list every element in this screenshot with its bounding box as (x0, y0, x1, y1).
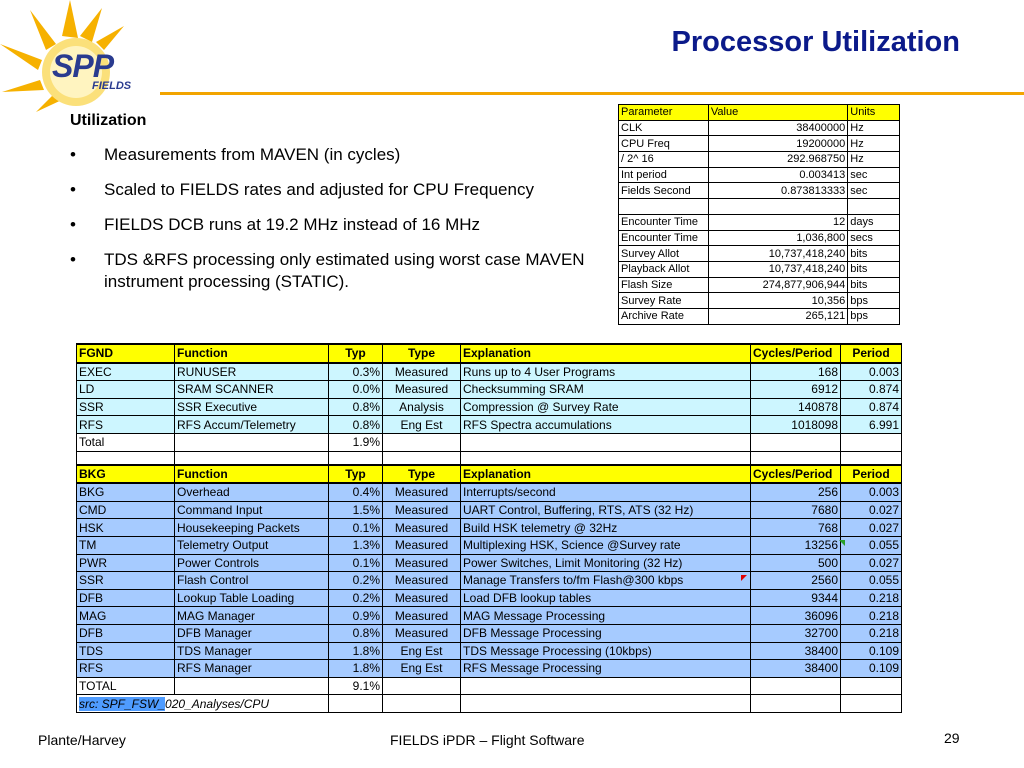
table-row (77, 660, 902, 678)
table-row (619, 308, 900, 324)
table-cell: Measured (383, 483, 461, 501)
table-cell: 256 (751, 483, 841, 501)
table-cell: 0.874 (841, 398, 902, 416)
table-cell: 0.9% (329, 607, 383, 625)
header-cell: FGND (77, 344, 175, 363)
table-cell: sec (848, 183, 900, 199)
table-cell: 1.9% (329, 433, 383, 451)
table-cell: 9.1% (329, 677, 383, 695)
table-row (77, 536, 902, 554)
parameter-table (618, 104, 900, 325)
table-cell: Lookup Table Loading (175, 589, 329, 607)
table-cell: Measured (383, 624, 461, 642)
table-row (77, 483, 902, 501)
table-cell: Survey Rate (619, 293, 709, 309)
table-cell: RFS Message Processing (461, 660, 751, 678)
table-row (77, 572, 902, 590)
table-cell: 1018098 (751, 416, 841, 434)
table-cell: Measured (383, 607, 461, 625)
table-cell: 0.218 (841, 607, 902, 625)
table-row (619, 277, 900, 293)
table-cell: Checksumming SRAM (461, 381, 751, 399)
table-cell: sec (848, 167, 900, 183)
source-note (77, 695, 329, 713)
bullet-icon: • (70, 215, 76, 234)
table-cell: 10,356 (708, 293, 847, 309)
table-cell: Flash Size (619, 277, 709, 293)
table-row (619, 261, 900, 277)
table-cell: 9344 (751, 589, 841, 607)
table-cell: 0.055 (841, 536, 902, 554)
table-row (619, 199, 900, 215)
table-row (77, 554, 902, 572)
table-cell: Power Controls (175, 554, 329, 572)
table-cell: 1.8% (329, 642, 383, 660)
header-cell: Function (175, 344, 329, 363)
table-cell: 0.218 (841, 589, 902, 607)
table-cell: 274,877,906,944 (708, 277, 847, 293)
header-cell: Value (708, 105, 847, 121)
list-item: • Scaled to FIELDS rates and adjusted for CPU Frequency (70, 180, 534, 199)
table-cell (841, 695, 902, 713)
table-cell: 0.3% (329, 363, 383, 381)
table-row (619, 136, 900, 152)
table-cell: DFB (77, 624, 175, 642)
list-item: • FIELDS DCB runs at 19.2 MHz instead of 16 MHz (70, 215, 481, 234)
table-cell: SRAM SCANNER (175, 381, 329, 399)
table-row (77, 398, 902, 416)
table-cell (841, 451, 902, 465)
list-item: • Measurements from MAVEN (in cycles) (70, 145, 401, 164)
table-cell: Survey Allot (619, 246, 709, 262)
table-cell: SSR (77, 398, 175, 416)
table-cell: 0.003 (841, 363, 902, 381)
table-header-row (77, 465, 902, 484)
bullet-icon: • (70, 145, 76, 164)
table-row (77, 519, 902, 537)
table-cell: Eng Est (383, 642, 461, 660)
header-cell: Units (848, 105, 900, 121)
table-cell: 2560 (751, 572, 841, 590)
table-cell: 0.1% (329, 554, 383, 572)
table-cell: 168 (751, 363, 841, 381)
table-cell (751, 677, 841, 695)
table-cell: Measured (383, 381, 461, 399)
table-row (619, 120, 900, 136)
table-cell: CPU Freq (619, 136, 709, 152)
table-cell: RFS Accum/Telemetry (175, 416, 329, 434)
table-row (77, 624, 902, 642)
table-cell: Telemetry Output (175, 536, 329, 554)
page-number: 29 (944, 730, 960, 746)
table-cell: Measured (383, 363, 461, 381)
table-cell: 0.027 (841, 519, 902, 537)
table-cell: TDS (77, 642, 175, 660)
table-cell: 36096 (751, 607, 841, 625)
bullet-icon: • (70, 250, 76, 269)
table-cell (751, 433, 841, 451)
table-cell: Load DFB lookup tables (461, 589, 751, 607)
table-cell (841, 677, 902, 695)
table-row (77, 381, 902, 399)
table-cell: 0.873813333 (708, 183, 847, 199)
table-cell (329, 451, 383, 465)
header-cell: Type (383, 465, 461, 484)
utilization-bullets (70, 112, 610, 306)
table-row (619, 293, 900, 309)
table-cell: PWR (77, 554, 175, 572)
table-cell: 6912 (751, 381, 841, 399)
header-cell: Parameter (619, 105, 709, 121)
table-cell: 0.8% (329, 624, 383, 642)
table-cell (329, 695, 383, 713)
table-cell: Fields Second (619, 183, 709, 199)
table-cell (175, 433, 329, 451)
header-cell: Period (841, 465, 902, 484)
table-row (619, 230, 900, 246)
table-cell: Measured (383, 589, 461, 607)
title-rule (160, 92, 1024, 95)
table-cell: Compression @ Survey Rate (461, 398, 751, 416)
table-cell: Total (77, 433, 175, 451)
function-table (76, 343, 902, 713)
logo-subtext: FIELDS (92, 80, 132, 92)
table-row (619, 246, 900, 262)
total-row (77, 433, 902, 451)
table-cell: SSR Executive (175, 398, 329, 416)
table-cell: DFB Message Processing (461, 624, 751, 642)
table-cell: TDS Manager (175, 642, 329, 660)
header-cell: Type (383, 344, 461, 363)
table-cell: 1,036,800 (708, 230, 847, 246)
table-cell: Flash Control (175, 572, 329, 590)
table-cell: BKG (77, 483, 175, 501)
table-cell (461, 433, 751, 451)
bullets-heading: Utilization (70, 112, 147, 129)
table-cell (383, 695, 461, 713)
header-cell: Cycles/Period (751, 344, 841, 363)
table-cell: RFS Spectra accumulations (461, 416, 751, 434)
bullet-icon: • (70, 180, 76, 199)
table-cell: 292.968750 (708, 152, 847, 168)
table-cell (619, 199, 709, 215)
table-cell (751, 695, 841, 713)
spp-fields-logo (0, 0, 165, 115)
table-cell: 0.003413 (708, 167, 847, 183)
table-cell: Power Switches, Limit Monitoring (32 Hz) (461, 554, 751, 572)
table-cell: / 2^ 16 (619, 152, 709, 168)
table-cell: Manage Transfers to/fm Flash@300 kbps (461, 572, 751, 590)
table-cell: Build HSK telemetry @ 32Hz (461, 519, 751, 537)
table-row (77, 607, 902, 625)
table-cell: 10,737,418,240 (708, 261, 847, 277)
table-cell: SSR (77, 572, 175, 590)
table-row (77, 416, 902, 434)
header-cell: Cycles/Period (751, 465, 841, 484)
table-row (619, 183, 900, 199)
table-row (77, 501, 902, 519)
table-cell: DFB Manager (175, 624, 329, 642)
logo-text: SPP (52, 48, 114, 84)
bullet-list (70, 144, 610, 293)
table-cell: RFS (77, 416, 175, 434)
table-cell: 0.109 (841, 642, 902, 660)
footer-authors: Plante/Harvey (38, 732, 126, 748)
table-cell (461, 695, 751, 713)
source-note-path: 020_Analyses/CPU (165, 696, 270, 711)
table-cell (383, 433, 461, 451)
table-cell: 0.0% (329, 381, 383, 399)
table-cell: UART Control, Buffering, RTS, ATS (32 Hz) (461, 501, 751, 519)
table-cell: RFS Manager (175, 660, 329, 678)
table-cell: bps (848, 308, 900, 324)
table-cell: 0.003 (841, 483, 902, 501)
table-cell: 0.874 (841, 381, 902, 399)
table-cell: 500 (751, 554, 841, 572)
table-cell: DFB (77, 589, 175, 607)
table-cell: 7680 (751, 501, 841, 519)
table-cell: Multiplexing HSK, Science @Survey rate (461, 536, 751, 554)
table-cell: Runs up to 4 User Programs (461, 363, 751, 381)
header-cell: Typ (329, 344, 383, 363)
table-cell (77, 451, 175, 465)
table-cell: Eng Est (383, 416, 461, 434)
table-cell: 10,737,418,240 (708, 246, 847, 262)
table-cell: 13256 (751, 536, 841, 554)
table-row (619, 167, 900, 183)
table-cell: 265,121 (708, 308, 847, 324)
table-cell: Measured (383, 572, 461, 590)
table-cell: 0.027 (841, 554, 902, 572)
table-cell (848, 199, 900, 215)
table-cell: Encounter Time (619, 214, 709, 230)
footer-title: FIELDS iPDR – Flight Software (390, 732, 585, 748)
table-cell: MAG (77, 607, 175, 625)
table-cell: 12 (708, 214, 847, 230)
table-cell: Measured (383, 536, 461, 554)
table-cell: Interrupts/second (461, 483, 751, 501)
table-header-row (77, 344, 902, 363)
table-cell: Hz (848, 152, 900, 168)
table-cell: Housekeeping Packets (175, 519, 329, 537)
table-cell: Analysis (383, 398, 461, 416)
table-cell: 1.3% (329, 536, 383, 554)
table-cell: 140878 (751, 398, 841, 416)
table-cell: MAG Manager (175, 607, 329, 625)
table-cell (461, 451, 751, 465)
table-cell: Playback Allot (619, 261, 709, 277)
table-cell: LD (77, 381, 175, 399)
list-item: • TDS &RFS processing only estimated using worst case MAVEN instrument processing (STATIC). (70, 250, 585, 291)
table-cell (751, 451, 841, 465)
table-cell: Overhead (175, 483, 329, 501)
table-cell: Command Input (175, 501, 329, 519)
table-cell: 1.5% (329, 501, 383, 519)
table-cell: 0.109 (841, 660, 902, 678)
source-row (77, 695, 902, 713)
table-cell: 0.4% (329, 483, 383, 501)
table-cell: secs (848, 230, 900, 246)
header-cell: BKG (77, 465, 175, 484)
table-cell: Measured (383, 501, 461, 519)
table-cell: Measured (383, 519, 461, 537)
table-cell: 768 (751, 519, 841, 537)
table-cell: 38400 (751, 660, 841, 678)
table-cell: 0.2% (329, 572, 383, 590)
table-cell: TOTAL (77, 677, 175, 695)
table-cell: 0.8% (329, 398, 383, 416)
table-cell: CLK (619, 120, 709, 136)
table-row (77, 642, 902, 660)
table-cell: TDS Message Processing (10kbps) (461, 642, 751, 660)
table-cell: days (848, 214, 900, 230)
table-cell: 6.991 (841, 416, 902, 434)
header-cell: Period (841, 344, 902, 363)
header-cell: Function (175, 465, 329, 484)
table-row (619, 152, 900, 168)
table-cell: RFS (77, 660, 175, 678)
table-cell (175, 451, 329, 465)
table-cell: 38400 (751, 642, 841, 660)
table-cell (841, 433, 902, 451)
header-cell: Explanation (461, 344, 751, 363)
table-cell (708, 199, 847, 215)
table-cell: bps (848, 293, 900, 309)
table-cell (383, 451, 461, 465)
table-cell: Hz (848, 120, 900, 136)
table-cell: Eng Est (383, 660, 461, 678)
table-cell: Hz (848, 136, 900, 152)
table-cell: 0.2% (329, 589, 383, 607)
table-cell: HSK (77, 519, 175, 537)
header-cell: Typ (329, 465, 383, 484)
table-cell: 0.218 (841, 624, 902, 642)
table-cell: MAG Message Processing (461, 607, 751, 625)
table-cell: RUNUSER (175, 363, 329, 381)
table-cell: 0.8% (329, 416, 383, 434)
table-header-row (619, 105, 900, 121)
table-cell: 19200000 (708, 136, 847, 152)
table-cell: 32700 (751, 624, 841, 642)
table-cell (461, 677, 751, 695)
table-row (77, 363, 902, 381)
header-cell: Explanation (461, 465, 751, 484)
table-row (77, 589, 902, 607)
table-cell: Encounter Time (619, 230, 709, 246)
table-cell: 1.8% (329, 660, 383, 678)
table-cell: bits (848, 261, 900, 277)
table-cell: EXEC (77, 363, 175, 381)
spacer-row (77, 451, 902, 465)
table-cell: Int period (619, 167, 709, 183)
table-cell: 0.027 (841, 501, 902, 519)
table-cell: CMD (77, 501, 175, 519)
table-cell: 0.055 (841, 572, 902, 590)
table-cell: 38400000 (708, 120, 847, 136)
table-cell: 0.1% (329, 519, 383, 537)
page-title: Processor Utilization (671, 26, 960, 58)
table-cell: Measured (383, 554, 461, 572)
table-cell: TM (77, 536, 175, 554)
table-cell: bits (848, 246, 900, 262)
table-row (619, 214, 900, 230)
table-cell: Archive Rate (619, 308, 709, 324)
table-cell (383, 677, 461, 695)
comment-marker-icon (839, 540, 845, 546)
table-cell: bits (848, 277, 900, 293)
table-cell (175, 677, 329, 695)
comment-marker-icon (741, 575, 747, 581)
source-note-highlight: src: SPF_FSW_ (79, 696, 166, 711)
total-row (77, 677, 902, 695)
